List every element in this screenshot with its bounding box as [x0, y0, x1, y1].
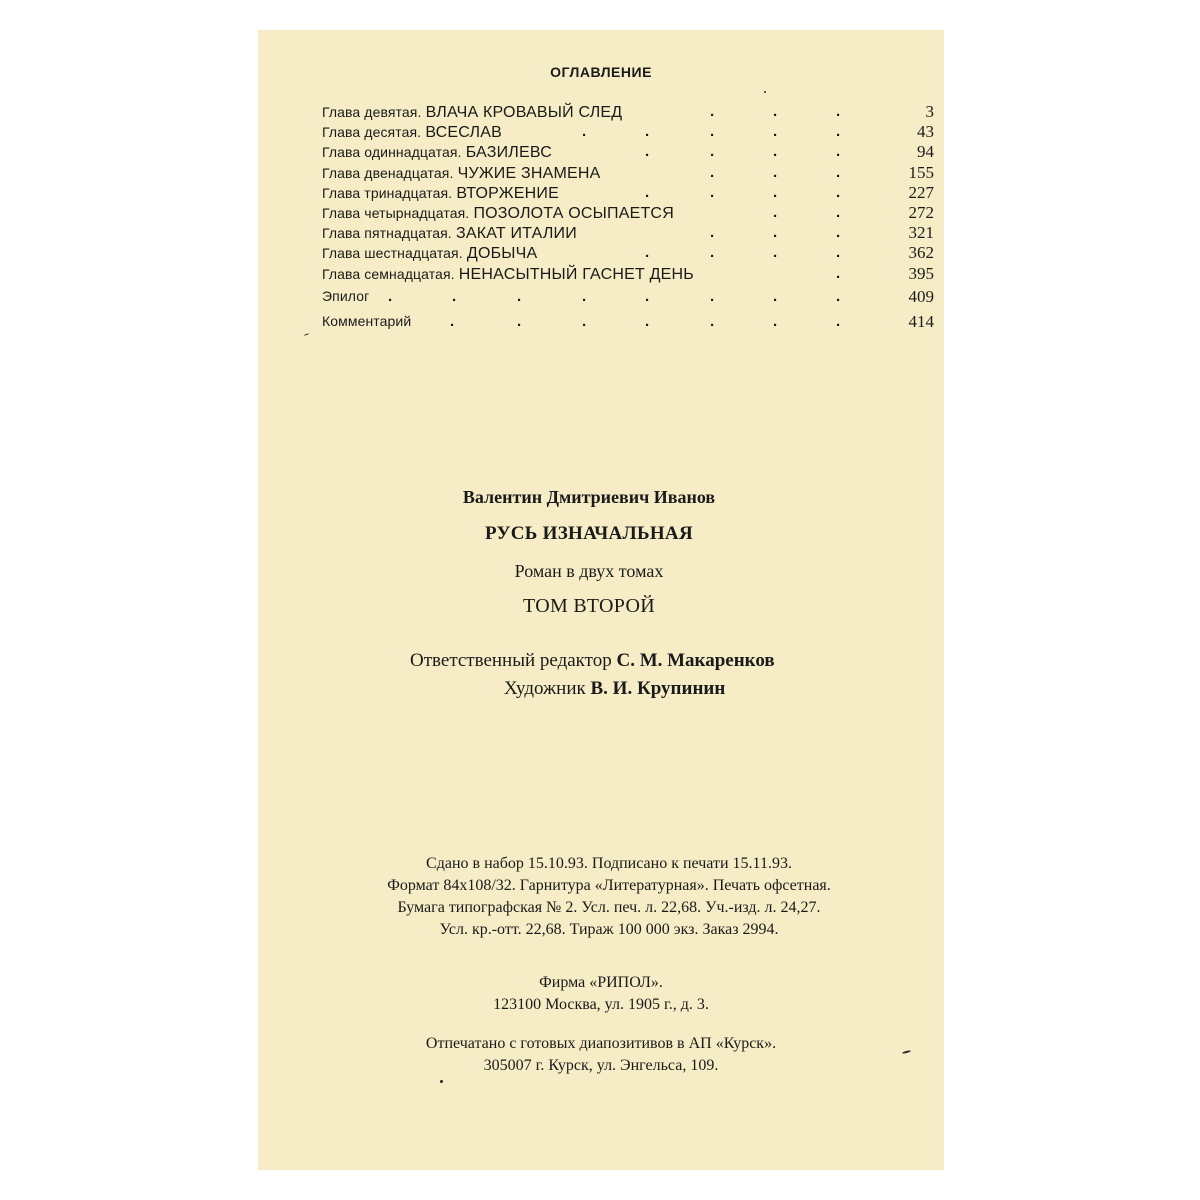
toc-leader-dots: . . .: [710, 224, 841, 242]
print-details-line: Усл. кр.-отт. 22,68. Тираж 100 000 экз. Заказ 2994.: [439, 921, 779, 938]
book-subtitle: Роман в двух томах: [514, 561, 664, 581]
toc-entry-prefix: Глава тринадцатая.: [322, 184, 453, 201]
toc-heading: ОГЛАВЛЕНИЕ: [550, 64, 652, 80]
toc-entry: [322, 223, 934, 243]
toc-entry-page: 155: [908, 162, 934, 182]
toc-entry-prefix: Комментарий: [322, 312, 412, 329]
toc-entry-title: БАЗИЛЕВС: [465, 144, 552, 162]
book-title: РУСЬ ИЗНАЧАЛЬНАЯ: [485, 523, 693, 544]
toc-leader-dots: . . . .: [645, 244, 841, 262]
artist-name: В. И. Крупинин: [590, 678, 726, 699]
toc-entry: [322, 183, 934, 203]
toc-entry-prefix: Глава двенадцатая.: [322, 164, 454, 181]
toc-leader-dots: . . . . . . . .: [388, 287, 841, 305]
printer-info: [258, 1033, 944, 1077]
toc-leader-dots: . .: [773, 203, 841, 221]
toc-entry-page: 362: [908, 243, 934, 263]
toc-leader-dots: . . . . . . .: [450, 312, 841, 330]
print-details-line: Формат 84х108/32. Гарнитура «Литературная». Печать офсетная.: [387, 877, 831, 894]
book-page: [258, 30, 944, 1170]
toc-entry: [322, 163, 934, 183]
toc-entry-page: 227: [908, 182, 934, 202]
artist-credit: [504, 678, 725, 700]
toc-entry-page: 409: [908, 286, 934, 306]
toc-entry-page: 94: [917, 142, 934, 162]
print-speck: [440, 1080, 443, 1083]
toc-entry-prefix: Эпилог: [322, 287, 370, 304]
toc-entry-title: ВСЕСЛАВ: [425, 124, 502, 142]
toc-entry-prefix: Глава девятая.: [322, 104, 422, 120]
editor-name: С. М. Макаренков: [616, 650, 775, 671]
editor-role: Ответственный редактор: [410, 650, 612, 671]
toc-entry-page: 395: [908, 263, 934, 283]
toc-entry-prefix: Глава пятнадцатая.: [322, 225, 452, 242]
toc-entry-title: НЕНАСЫТНЫЙ ГАСНЕТ ДЕНЬ: [458, 265, 694, 283]
table-of-contents: [322, 102, 934, 334]
print-details-line: Бумага типографская № 2. Усл. печ. л. 22,68. Уч.-изд. л. 24,27.: [397, 899, 821, 916]
print-details: [266, 853, 952, 941]
toc-entry: [322, 102, 934, 122]
toc-entry: [322, 264, 934, 284]
toc-entry: [322, 284, 934, 309]
toc-entry: [322, 309, 934, 334]
editor-credit: [410, 650, 775, 672]
toc-entry-prefix: Глава одиннадцатая.: [322, 144, 462, 161]
toc-entry-page: 3: [925, 102, 934, 121]
toc-entry-title: ВТОРЖЕНИЕ: [456, 184, 559, 202]
print-details-line: Сдано в набор 15.10.93. Подписано к печати 15.11.93.: [426, 855, 792, 872]
print-speck: [304, 333, 309, 336]
artist-role: Художник: [504, 678, 586, 699]
toc-entry: [322, 122, 934, 142]
toc-leader-dots: . . . .: [645, 183, 841, 201]
toc-entry-title: ДОБЫЧА: [466, 245, 538, 263]
toc-entry-page: 414: [908, 311, 934, 331]
toc-entry-page: 43: [917, 122, 934, 142]
toc-entry-prefix: Глава шестнадцатая.: [322, 245, 463, 262]
toc-entry-title: ВЛАЧА КРОВАВЫЙ СЛЕД: [425, 104, 623, 121]
publisher-line: 123100 Москва, ул. 1905 г., д. 3.: [493, 996, 709, 1013]
author-name: Валентин Дмитриевич Иванов: [462, 487, 716, 507]
toc-entry-prefix: Глава десятая.: [322, 124, 422, 141]
toc-entry-title: ЗАКАТ ИТАЛИИ: [455, 225, 577, 243]
toc-entry: [322, 203, 934, 223]
toc-entry: [322, 142, 934, 162]
toc-entry: [322, 243, 934, 263]
toc-entry-page: 272: [908, 202, 934, 222]
toc-entry-prefix: Глава четырнадцатая.: [322, 204, 470, 221]
toc-entry-title: ЧУЖИЕ ЗНАМЕНА: [457, 164, 601, 182]
toc-leader-dots: . . .: [710, 163, 841, 181]
publisher-info: [258, 972, 944, 1016]
publisher-line: Фирма «РИПОЛ».: [539, 974, 663, 991]
printer-line: 305007 г. Курск, ул. Энгельса, 109.: [483, 1057, 719, 1074]
toc-entry-prefix: Глава семнадцатая.: [322, 265, 455, 282]
toc-leader-dots: . . .: [710, 103, 841, 120]
toc-entry-title: ПОЗОЛОТА ОСЫПАЕТСЯ: [473, 204, 674, 222]
volume-label: ТОМ ВТОРОЙ: [523, 595, 655, 617]
print-speck: [764, 91, 766, 93]
toc-entry-page: 321: [908, 223, 934, 243]
printer-line: Отпечатано с готовых диапозитивов в АП «Курск».: [425, 1035, 777, 1052]
toc-leader-dots: . . . .: [645, 143, 841, 161]
toc-leader-dots: . . . . .: [582, 123, 841, 141]
toc-leader-dots: .: [836, 264, 841, 282]
